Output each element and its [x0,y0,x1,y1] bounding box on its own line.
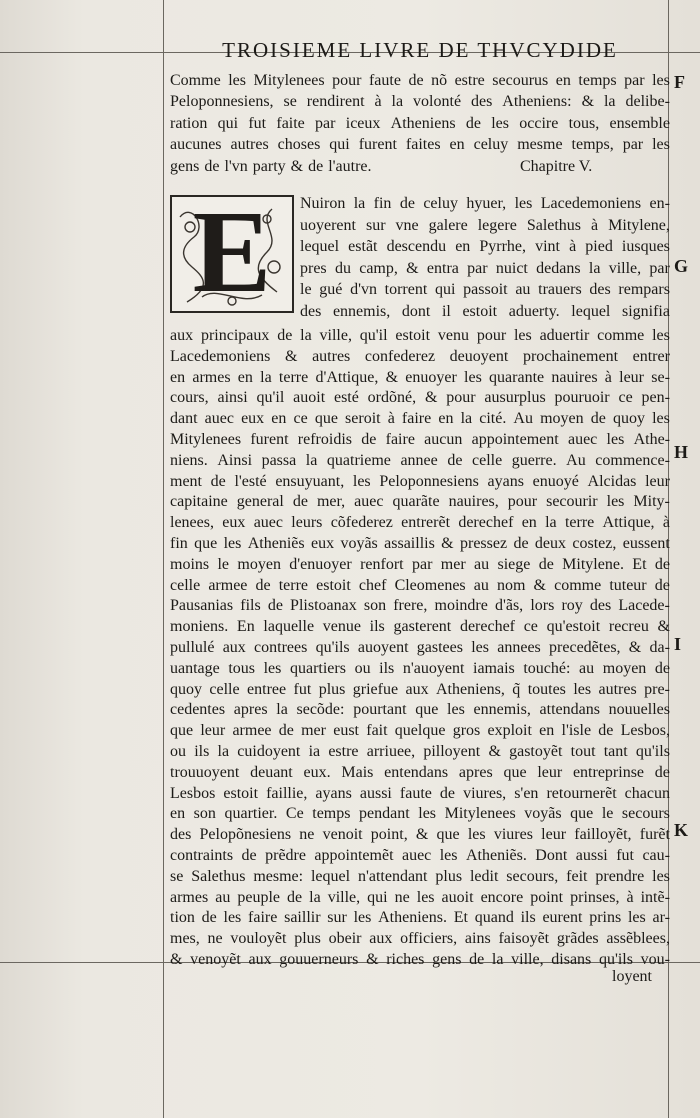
body-line: cours, ainsi qu'il auoit esté ordõné, & pour ausurplus pouruoir ce pen- [170,389,670,407]
body-line: contraints de prẽdre appointemẽt auec les Atheniẽs. Dont aussi fut cau- [170,847,670,864]
body-line: aux principaux de la ville, qu'il estoit venu pour les aduertir comme les [170,327,670,344]
body-line: se Salethus mesme: lequel n'attendant plus ledit secours, feit prendre les [170,867,670,885]
margin-letter-h: H [674,442,689,462]
margin-letter-k: K [674,820,689,840]
summary-line: ration qui fut faite par iceux Atheniens de les occire tous, ensemble [170,114,670,132]
drop-line: pres du camp, & entra par nuict dedans la ville, par [300,259,670,277]
drop-line: uoyerent sur vne galere legere Salethus à Mitylene, [300,216,670,234]
running-head: TROISIEME LIVRE DE THVCYDIDE [222,38,618,62]
body-line: lenees, eux auec leurs cõfederez entrerẽt derechef en la terre Attique, à [170,514,670,532]
body-line: uantage tous les quartiers ou ils n'auoyent iamais touché: au moyen de [170,659,670,677]
drop-line: des ennemis, dont il estoit aduerty. lequel signifia [300,303,670,320]
body-line: moniens. En laquelle venue ils gasterent derechef ce qu'estoit recreu & [170,618,670,636]
body-line: celle armee de terre estoit chef Cleomenes au nom & comme tuteur de [170,576,670,594]
body-line: Lacedemoniens & autres confederez deuoyent prochainement entrer [170,347,670,365]
body-line: cedentes apres la secõde: pourtant que les ennemis, attendans nouuelles [170,701,670,719]
body-line: moins le moyen d'enuoyer renfort par mer au siege de Mitylene. Et de [170,555,670,573]
catchword: loyent [612,968,652,985]
body-line: Pausanias fils de Plistoanax son frere, moindre d'ãs, lors roy des Lacede- [170,597,670,615]
body-line: ou ils la cuidoyent ia estre arriuee, pilloyent & gastoyẽt tout tant qu'ils [170,743,670,760]
body-line: trouuoyent deuant eux. Mais entendans apres que leur entreprinse de [170,763,670,781]
body-line: mes, ne vouloyẽt plus obeir aux officiers, ains faisoyẽt grãdes assẽblees, [170,930,670,948]
drop-line: le gué d'vn torrent qui passoit au trauers des rempars [300,281,670,299]
body-line: des Pelopõnesiens ne venoit point, & que les viures leur failloyẽt, furẽt [170,826,670,844]
body-line: capitaine general de mer, auec quarãte nauires, pour secourir les Mity- [170,493,670,511]
summary-line: Comme les Mitylenees pour faute de nõ estre secourus en temps par les [170,72,670,89]
drop-cap-letter: E [192,186,272,317]
body-line: fin que les Atheniẽs eux voyãs assaillis & pressez de deux costez, eussent [170,535,670,552]
margin-letter-i: I [674,634,682,654]
body-line: pullulé aux contrees qu'ils auoyent gastees les annees precedẽtes, & da- [170,639,670,656]
drop-line: Nuiron la fin de celuy hyuer, les Lacedemoniens en- [300,195,670,212]
body-line: & venoyẽt aux gouuerneurs & riches gens de la ville, disans qu'ils vou- [170,951,670,968]
summary-line: Peloponnesiens, se rendirent à la volonté des Atheniens: & la delibe- [170,93,670,111]
drop-line: lequel estãt descendu en Pyrrhe, vint à pied iusques [300,238,670,256]
body-line: que leur armee de mer eust fait quelque gros exploit en l'isle de Lesbos, [170,722,670,740]
body-line: Mitylenees furent refroidis de faire aucun appointement auec les Athe- [170,431,670,448]
body-line: dant auec eux en ce que seroit à faire en la cité. Au moyen de quoy les [170,410,670,428]
body-line: ment de l'esté ensuyuant, les Peloponnesiens ayans enuoyé Alcidas leur [170,472,670,490]
body-line: Lesbos estoit faillie, ayans aussi faute de viures, s'en retournerẽt chacun [170,784,670,802]
body-line: en son quartier. Ce temps pendant les Mitylenees voyãs que le secours [170,805,670,823]
chapter-label: Chapitre V. [520,157,593,175]
body-line: en armes en la terre d'Attique, & enuoyer les quarante nauires à leur se- [170,368,670,386]
margin-letter-f: F [674,72,685,92]
summary-line: aucunes autres choses qui furent faites en celuy mesme temps, par les [170,136,670,154]
body-line: armes au peuple de la ville, qui ne les auoit encore point prinses, à intẽ- [170,888,670,906]
left-margin-rule [163,0,164,1118]
decorated-initial [170,186,294,317]
body-line: tion de les faire saillir sur les Atheniens. Et quand ils eurent prins les ar- [170,909,670,927]
body-line: quoy celle entree fut plus griefue aux Atheniens, q̃ toutes les autres pre- [170,680,670,698]
margin-letter-g: G [674,256,689,276]
summary-line: gens de l'vn party & de l'autre. [170,157,372,175]
body-line: niens. Ainsi passa la quatrieme annee de celle guerre. Au commence- [170,451,670,469]
